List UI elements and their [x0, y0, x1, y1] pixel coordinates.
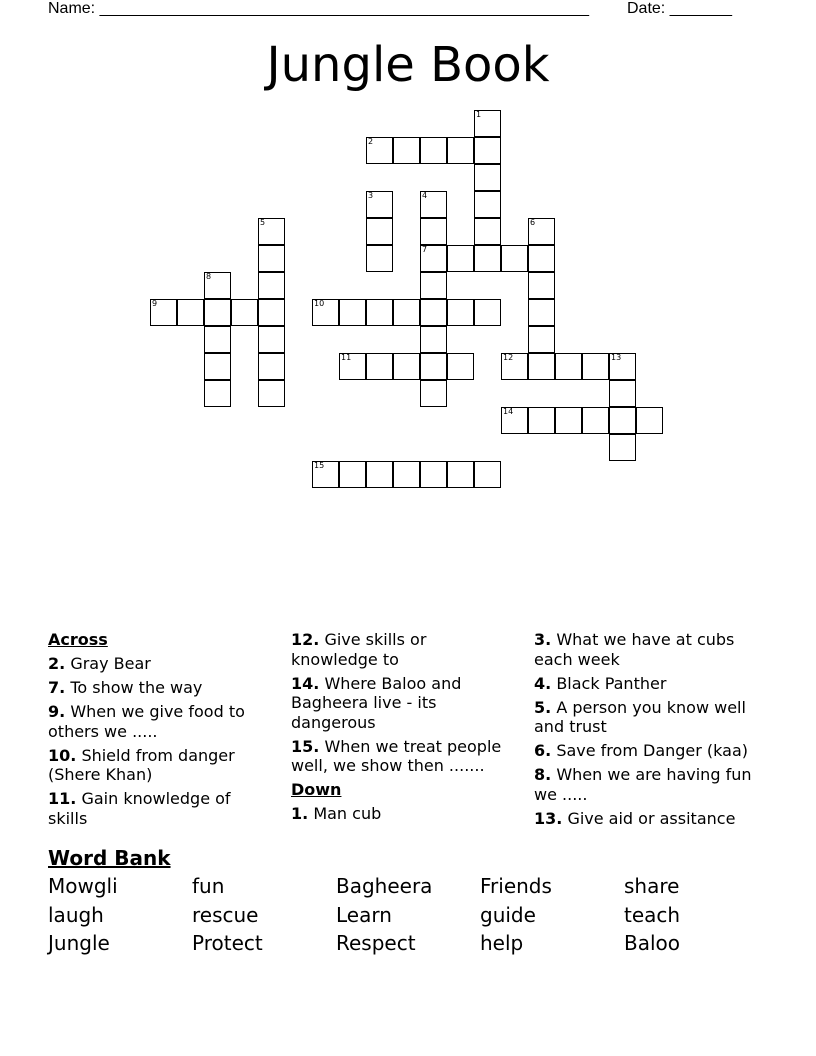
- across-clue: [48, 654, 270, 674]
- clue-text: Give skills or knowledge to: [291, 630, 427, 669]
- across-clue: [291, 737, 513, 776]
- word-bank-item: Jungle: [48, 931, 110, 955]
- grid-cell[interactable]: [420, 461, 447, 488]
- grid-cell[interactable]: [420, 353, 447, 380]
- grid-cell[interactable]: [609, 380, 636, 407]
- grid-cell[interactable]: [528, 407, 555, 434]
- grid-cell[interactable]: [501, 245, 528, 272]
- name-line: Name: _______________________________________________________: [48, 0, 589, 17]
- down-clue: [534, 698, 764, 737]
- grid-cell[interactable]: [339, 299, 366, 326]
- word-bank-item: Bagheera: [336, 874, 433, 898]
- clue-text: Where Baloo and Bagheera live - its dangerous: [291, 673, 462, 732]
- clue-column-1: [48, 630, 270, 833]
- grid-cell[interactable]: [231, 299, 258, 326]
- word-bank-item: Learn: [336, 902, 392, 927]
- word-bank-item: laugh: [48, 902, 104, 927]
- grid-cell[interactable]: [204, 380, 231, 407]
- word-bank-item: Protect: [192, 931, 263, 955]
- clue-number: 1.: [291, 804, 309, 823]
- grid-cell[interactable]: [258, 326, 285, 353]
- word-bank-item: Mowgli: [48, 874, 118, 898]
- cell-number: 4: [422, 191, 428, 200]
- grid-cell[interactable]: [447, 137, 474, 164]
- grid-cell[interactable]: [528, 353, 555, 380]
- clue-column-2: [291, 630, 513, 828]
- cell-number: 9: [152, 299, 158, 308]
- clue-number: 15.: [291, 736, 320, 756]
- clue-number: 12.: [291, 630, 320, 649]
- grid-cell[interactable]: [258, 272, 285, 299]
- clue-number: 5.: [534, 697, 552, 717]
- down-clue: [534, 741, 764, 761]
- grid-cell[interactable]: [393, 461, 420, 488]
- grid-cell[interactable]: [420, 218, 447, 245]
- grid-cell[interactable]: [393, 137, 420, 164]
- clue-number: 11.: [48, 789, 77, 808]
- across-clue: [48, 789, 270, 828]
- crossword-grid: [0, 0, 816, 520]
- cell-number: 12: [503, 353, 514, 362]
- clue-text: When we are having fun we .....: [534, 765, 752, 804]
- down-clue: [534, 809, 764, 829]
- grid-cell[interactable]: [582, 353, 609, 380]
- grid-cell[interactable]: [636, 407, 663, 434]
- cell-number: 14: [503, 407, 514, 416]
- grid-cell[interactable]: [447, 353, 474, 380]
- down-heading: Down: [291, 780, 342, 799]
- clue-text: Give aid or assitance: [567, 808, 736, 828]
- grid-cell[interactable]: [528, 245, 555, 272]
- grid-cell[interactable]: [474, 191, 501, 218]
- down-clue: [534, 765, 764, 804]
- word-bank-item: fun: [192, 874, 225, 898]
- clue-number: 4.: [534, 673, 552, 693]
- word-bank-item: Friends: [480, 874, 552, 898]
- grid-cell[interactable]: [366, 299, 393, 326]
- grid-cell[interactable]: [258, 245, 285, 272]
- grid-cell[interactable]: [420, 137, 447, 164]
- cell-number: 5: [260, 218, 266, 227]
- grid-cell[interactable]: [474, 218, 501, 245]
- grid-cell[interactable]: [366, 218, 393, 245]
- across-clue: [291, 674, 513, 733]
- cell-number: 6: [530, 218, 536, 227]
- cell-number: 2: [368, 137, 374, 146]
- clue-number: 2.: [48, 654, 66, 673]
- grid-cell[interactable]: [204, 326, 231, 353]
- grid-cell[interactable]: [420, 299, 447, 326]
- clue-number: 8.: [534, 765, 552, 784]
- grid-cell[interactable]: [609, 407, 636, 434]
- clue-number: 13.: [534, 808, 563, 828]
- clue-number: 6.: [534, 741, 552, 760]
- grid-cell[interactable]: [339, 461, 366, 488]
- clue-text: What we have at cubs each week: [534, 630, 735, 669]
- grid-cell[interactable]: [582, 407, 609, 434]
- grid-cell[interactable]: [528, 272, 555, 299]
- word-bank-item: help: [480, 931, 524, 955]
- grid-cell[interactable]: [474, 299, 501, 326]
- grid-cell[interactable]: [204, 299, 231, 326]
- across-heading: Across: [48, 630, 108, 649]
- clue-number: 7.: [48, 678, 66, 697]
- down-clue: [534, 630, 764, 669]
- word-bank-item: guide: [480, 902, 536, 927]
- word-bank-item: Respect: [336, 931, 416, 955]
- grid-cell[interactable]: [258, 353, 285, 380]
- grid-cell[interactable]: [474, 164, 501, 191]
- grid-cell[interactable]: [420, 380, 447, 407]
- down-clue: [534, 674, 764, 694]
- cell-number: 1: [476, 110, 482, 119]
- grid-cell[interactable]: [474, 137, 501, 164]
- cell-number: 7: [422, 245, 428, 254]
- grid-cell[interactable]: [555, 407, 582, 434]
- word-bank-item: teach: [624, 902, 681, 927]
- word-bank-item: rescue: [192, 902, 259, 927]
- grid-cell[interactable]: [366, 245, 393, 272]
- across-clue: [291, 630, 513, 669]
- clue-text: Man cub: [313, 804, 382, 823]
- word-bank-item: share: [624, 874, 680, 898]
- cell-number: 8: [206, 272, 212, 281]
- grid-cell[interactable]: [393, 353, 420, 380]
- grid-cell[interactable]: [420, 272, 447, 299]
- clue-number: 10.: [48, 745, 77, 765]
- cell-number: 3: [368, 191, 374, 200]
- grid-cell[interactable]: [393, 299, 420, 326]
- clue-text: When we treat people well, we show then .......: [291, 736, 502, 775]
- clue-column-3: [534, 630, 764, 833]
- clue-text: Black Panther: [556, 673, 667, 693]
- across-clue: [48, 702, 270, 741]
- grid-cell[interactable]: [420, 326, 447, 353]
- grid-cell[interactable]: [447, 245, 474, 272]
- grid-cell[interactable]: [447, 299, 474, 326]
- clue-text: A person you know well and trust: [534, 697, 746, 736]
- across-clue: [48, 678, 270, 698]
- clue-number: 3.: [534, 630, 552, 649]
- clue-text: Gain knowledge of skills: [48, 789, 231, 828]
- across-clue: [48, 746, 270, 785]
- clue-text: When we give food to others we .....: [48, 702, 245, 741]
- clue-text: Save from Danger (kaa): [556, 741, 748, 760]
- grid-cell[interactable]: [528, 299, 555, 326]
- cell-number: 13: [611, 353, 622, 362]
- grid-cell[interactable]: [447, 461, 474, 488]
- grid-cell[interactable]: [474, 461, 501, 488]
- grid-cell[interactable]: [366, 353, 393, 380]
- grid-cell[interactable]: [528, 326, 555, 353]
- word-bank-item: Baloo: [624, 931, 681, 955]
- clue-text: To show the way: [70, 678, 203, 697]
- grid-cell[interactable]: [177, 299, 204, 326]
- word-bank-title: Word Bank: [48, 846, 171, 870]
- cell-number: 11: [341, 353, 352, 362]
- grid-cell[interactable]: [555, 353, 582, 380]
- clue-number: 9.: [48, 702, 66, 721]
- grid-cell[interactable]: [366, 461, 393, 488]
- grid-cell[interactable]: [609, 434, 636, 461]
- grid-cell[interactable]: [258, 380, 285, 407]
- grid-cell[interactable]: [258, 299, 285, 326]
- grid-cell[interactable]: [474, 245, 501, 272]
- clue-text: Gray Bear: [70, 654, 151, 673]
- date-line: Date: _______: [627, 0, 732, 17]
- clue-text: Shield from danger (Shere Khan): [48, 745, 235, 784]
- page-title: Jungle Book: [266, 37, 550, 93]
- cell-number: 15: [314, 461, 325, 470]
- clue-number: 14.: [291, 673, 320, 693]
- down-clue: [291, 804, 513, 824]
- cell-number: 10: [314, 299, 325, 308]
- grid-cell[interactable]: [204, 353, 231, 380]
